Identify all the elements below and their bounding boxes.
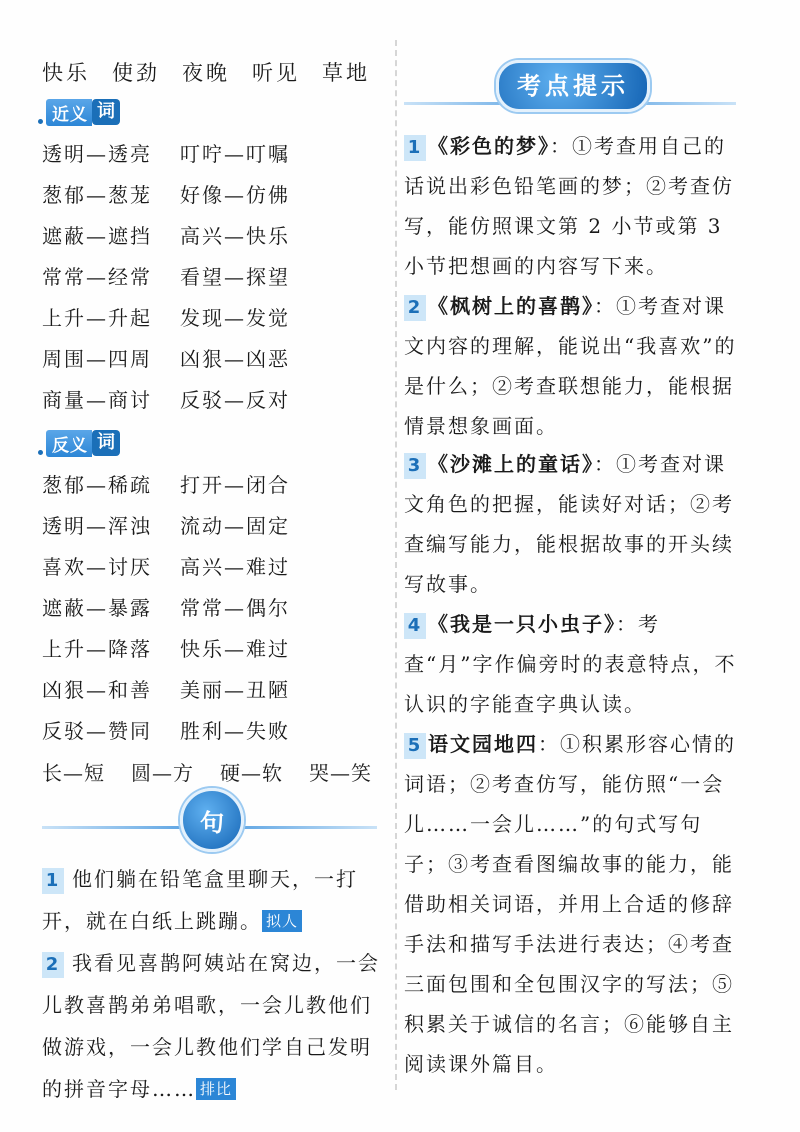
- kaodian-text: ：①考查对课文内容的理解，能说出“我喜欢”的是什么；②考查联想能力，能根据情景想象画面。: [404, 294, 737, 438]
- synonym-pair: 好像—仿佛: [180, 183, 290, 207]
- antonym-pair: 反驳—赞同: [42, 719, 152, 743]
- synonym-row: [42, 216, 382, 257]
- sentence-number: 1: [42, 868, 64, 894]
- kaodian-item: [404, 724, 740, 1084]
- antonym-row: [42, 711, 382, 752]
- word: 快乐: [42, 61, 90, 85]
- kaodian-number: 5: [404, 733, 426, 759]
- antonym-row: [42, 629, 382, 670]
- synonym-pair: 常常—经常: [42, 265, 152, 289]
- antonym-pair: 喜欢—讨厌: [42, 555, 152, 579]
- kaodian-number: 3: [404, 453, 426, 479]
- synonym-pair: 反驳—反对: [180, 388, 290, 412]
- antonyms-heading: [42, 425, 382, 461]
- word: 草地: [322, 61, 370, 85]
- column-divider: [395, 40, 397, 1090]
- synonym-pair: 上升—升起: [42, 306, 152, 330]
- synonym-row: [42, 298, 382, 339]
- synonym-pair: 凶狠—凶恶: [180, 347, 290, 371]
- kaodian-title: 《枫树上的喜鹊》: [428, 294, 594, 318]
- sentences-heading: [42, 788, 377, 848]
- antonym-pair: 美丽—丑陋: [180, 678, 290, 702]
- antonym-row: [42, 588, 382, 629]
- synonym-list: [42, 134, 382, 421]
- synonym-row: [42, 380, 382, 421]
- synonym-pair: 发现—发觉: [180, 306, 290, 330]
- kaodian-item: [404, 604, 740, 724]
- antonyms-label: 反义: [46, 430, 92, 457]
- sentence-item: [42, 858, 382, 942]
- synonyms-label: 近义: [46, 99, 92, 126]
- kaodian-item: [404, 286, 740, 446]
- synonym-pair: 高兴—快乐: [180, 224, 290, 248]
- antonym-pair: 凶狠—和善: [42, 678, 152, 702]
- antonym-row: [42, 547, 382, 588]
- sentence-text: 我看见喜鹊阿姨站在窝边，一会儿教喜鹊弟弟唱歌，一会儿教他们做游戏，一会儿教他们学自己发明的拼音字母……: [42, 951, 380, 1101]
- rhetoric-tag: 拟人: [262, 910, 302, 932]
- bullet-dot-icon: [38, 119, 43, 124]
- synonym-pair: 周围—四周: [42, 347, 152, 371]
- antonym-row: [42, 670, 382, 711]
- antonyms-tag: 词: [92, 430, 120, 456]
- antonym-pair: 高兴—难过: [180, 555, 290, 579]
- kaodian-number: 4: [404, 613, 426, 639]
- synonym-pair: 遮蔽—遮挡: [42, 224, 152, 248]
- antonym-row: [42, 465, 382, 506]
- antonym-single: 长—短: [42, 761, 105, 785]
- kaodian-title: 《彩色的梦》: [428, 134, 550, 158]
- antonym-pair: 流动—固定: [180, 514, 290, 538]
- word: 使劲: [112, 61, 160, 85]
- kaodian-text: ：①积累形容心情的词语；②考查仿写，能仿照“一会儿……一会儿……”的句式写句子；③考查看图编故事的能力，能借助相关词语，并用上合适的修辞手法和描写手法进行表达；④考查三面包围和全包围汉字的写法；⑤积累关于诚信的名言；⑥能够自主阅读课外篇目。: [404, 732, 736, 1076]
- kaodian-number: 1: [404, 135, 426, 161]
- kaodian-title: 语文园地四: [428, 732, 538, 756]
- synonym-row: [42, 257, 382, 298]
- antonym-list: [42, 465, 382, 794]
- synonym-row: [42, 175, 382, 216]
- synonym-row: [42, 134, 382, 175]
- sentence-item: [42, 942, 382, 1110]
- synonyms-heading: [42, 94, 382, 130]
- antonym-single: 哭—笑: [309, 761, 372, 785]
- word: 听见: [252, 61, 300, 85]
- antonym-single: 硬—软: [220, 761, 283, 785]
- kaodian-heading: [404, 56, 736, 116]
- top-word-list: [42, 56, 382, 90]
- kaodian-title: 《我是一只小虫子》: [428, 612, 616, 636]
- antonym-pair: 常常—偶尔: [180, 596, 290, 620]
- word: 夜晚: [182, 61, 230, 85]
- rhetoric-tag: 排比: [196, 1078, 236, 1100]
- antonym-pair: 胜利—失败: [180, 719, 290, 743]
- kaodian-text: ：考查“月”字作偏旁时的表意特点，不认识的字能查字典认读。: [404, 612, 737, 716]
- sentences-badge: 句: [180, 788, 244, 852]
- antonym-single: 圆—方: [131, 761, 194, 785]
- kaodian-text: ：①考查用自己的话说出彩色铅笔画的梦；②考查仿写，能仿照课文第 2 小节或第 3 小节把想画的内容写下来。: [404, 134, 734, 278]
- bullet-dot-icon: [38, 450, 43, 455]
- sentence-text: 他们躺在铅笔盒里聊天，一打开，就在白纸上跳蹦。: [42, 867, 358, 933]
- synonym-pair: 看望—探望: [180, 265, 290, 289]
- synonym-row: [42, 339, 382, 380]
- synonym-pair: 商量—商讨: [42, 388, 152, 412]
- left-column: [42, 56, 382, 794]
- synonym-pair: 叮咛—叮嘱: [180, 142, 290, 166]
- antonym-pair: 快乐—难过: [180, 637, 290, 661]
- sentence-number: 2: [42, 952, 64, 978]
- antonym-pair: 上升—降落: [42, 637, 152, 661]
- kaodian-title: 《沙滩上的童话》: [428, 452, 594, 476]
- kaodian-number: 2: [404, 295, 426, 321]
- synonym-pair: 透明—透亮: [42, 142, 152, 166]
- kaodian-item: [404, 444, 740, 604]
- synonyms-tag: 词: [92, 99, 120, 125]
- antonym-pair: 葱郁—稀疏: [42, 473, 152, 497]
- antonym-pair: 透明—浑浊: [42, 514, 152, 538]
- synonym-pair: 葱郁—葱茏: [42, 183, 152, 207]
- kaodian-item: [404, 126, 740, 286]
- kaodian-badge: 考点提示: [496, 60, 650, 112]
- antonym-pair: 打开—闭合: [180, 473, 290, 497]
- kaodian-text: ：①考查对课文角色的把握，能读好对话；②考查编写能力，能根据故事的开头续写故事。: [404, 452, 734, 596]
- antonym-row: [42, 506, 382, 547]
- antonym-pair: 遮蔽—暴露: [42, 596, 152, 620]
